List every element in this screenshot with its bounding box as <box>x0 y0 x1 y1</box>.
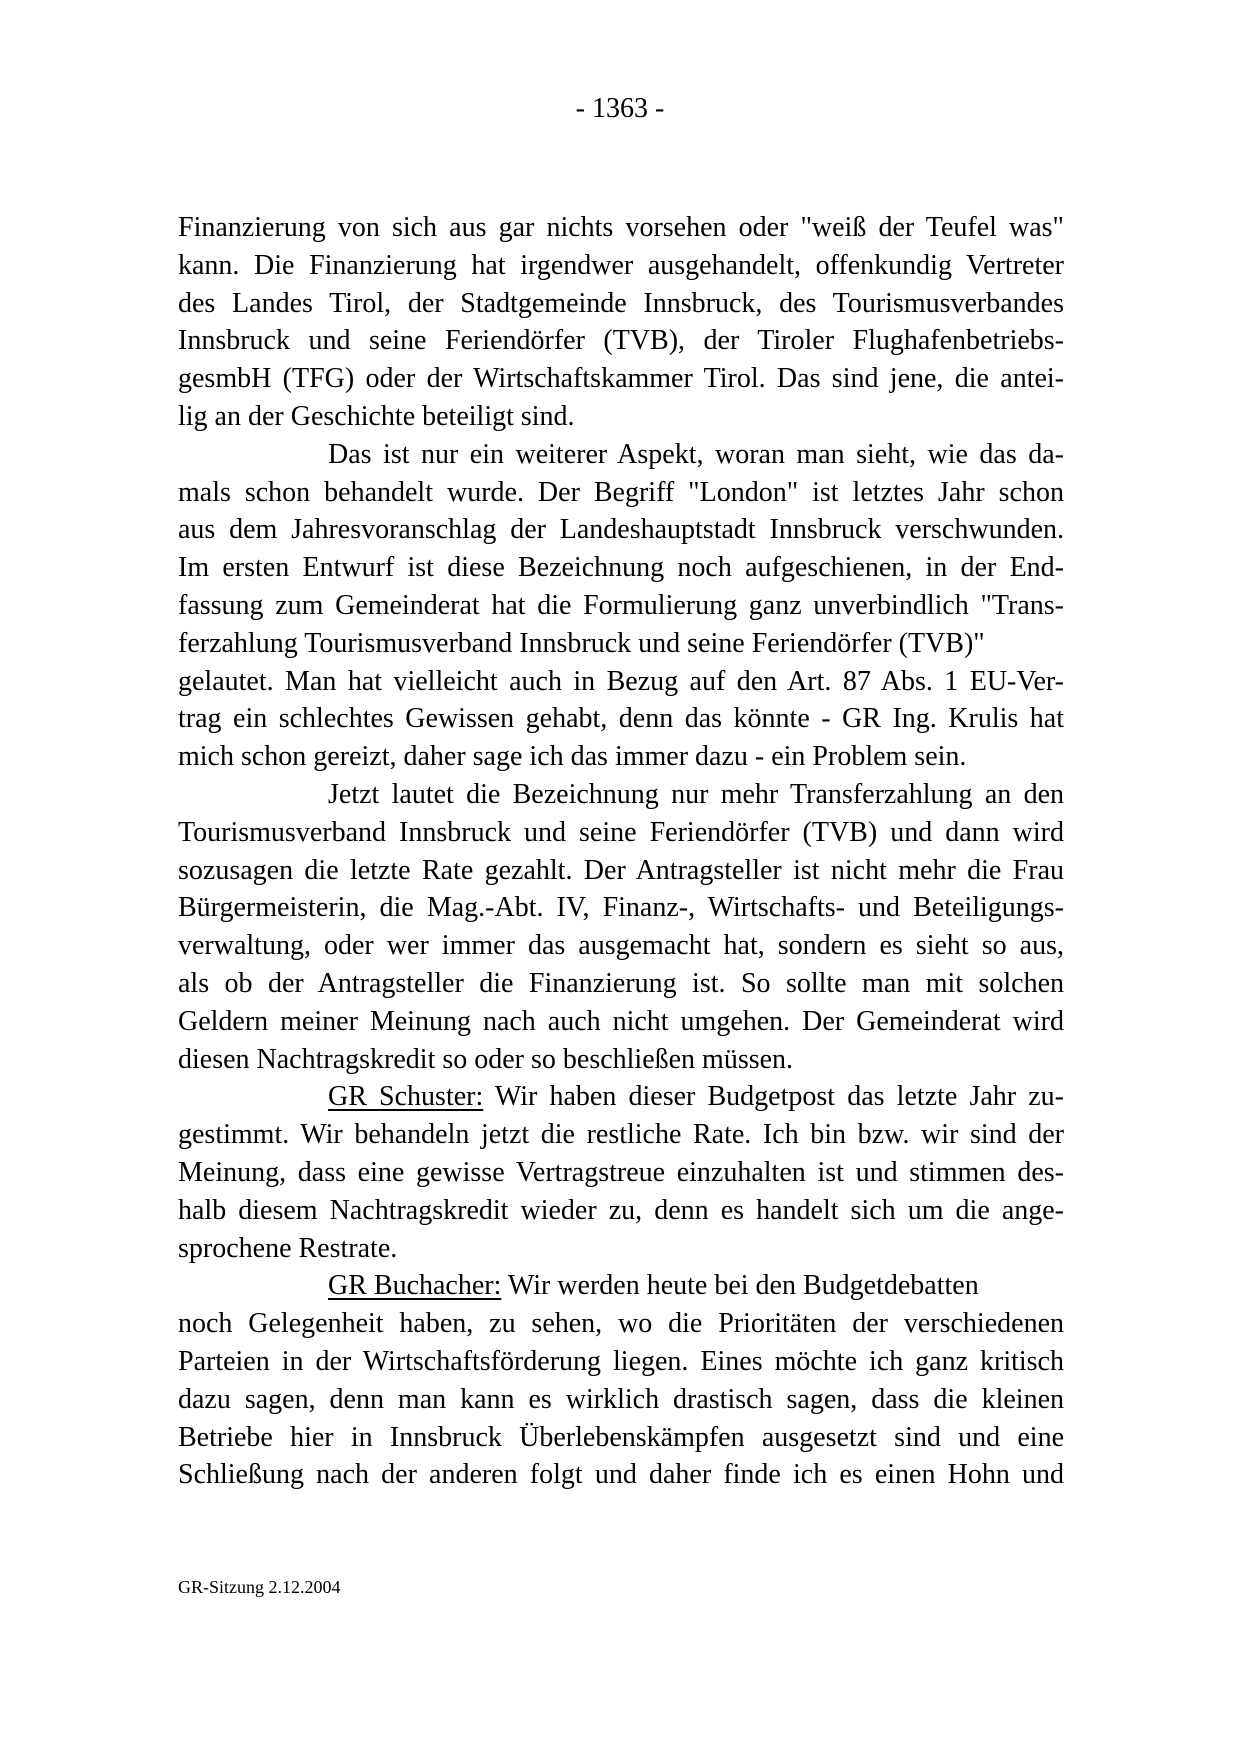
speaker-name: GR Buchacher: <box>328 1270 502 1302</box>
text-line: mals schon behandelt wurde. Der Begriff "London" ist letztes Jahr schon <box>178 476 1064 508</box>
speech-text: Wir haben dieser Budgetpost das letzte Jahr zu- <box>494 1081 1065 1113</box>
text-line <box>178 1078 1064 1116</box>
text-line: ferzahlung Tourismusverband Innsbruck und seine Feriendörfer (TVB)" <box>178 627 985 659</box>
text-line: Tourismusverband Innsbruck und seine Feriendörfer (TVB) und dann wird <box>178 816 1064 848</box>
text-line: als ob der Antragsteller die Finanzierung ist. So sollte man mit solchen <box>178 967 1064 999</box>
text-line: noch Gelegenheit haben, zu sehen, wo die Prioritäten der verschiedenen <box>178 1308 1064 1340</box>
text-line: trag ein schlechtes Gewissen gehabt, denn das könnte - GR Ing. Krulis hat <box>178 703 1064 735</box>
text-line: diesen Nachtragskredit so oder so beschließen müssen. <box>178 1043 794 1075</box>
text-line: mich schon gereizt, daher sage ich das immer dazu - ein Problem sein. <box>178 741 967 773</box>
text-line: Meinung, dass eine gewisse Vertragstreue einzuhalten ist und stimmen des- <box>178 1156 1064 1188</box>
text-line: Im ersten Entwurf ist diese Bezeichnung noch aufgeschienen, in der End- <box>178 552 1064 584</box>
text-line: Betriebe hier in Innsbruck Überlebenskämpfen ausgesetzt sind und eine <box>178 1421 1064 1453</box>
text-line: aus dem Jahresvoranschlag der Landeshauptstadt Innsbruck verschwunden. <box>178 514 1064 546</box>
text-line: gelautet. Man hat vielleicht auch in Bezug auf den Art. 87 Abs. 1 EU-Ver- <box>178 665 1064 697</box>
text-line: lig an der Geschichte beteiligt sind. <box>178 400 575 432</box>
text-line: Jetzt lautet die Bezeichnung nur mehr Transferzahlung an den <box>328 778 1064 810</box>
text-line: Parteien in der Wirtschaftsförderung liegen. Eines möchte ich ganz kritisch <box>178 1345 1064 1377</box>
text-line: sprochene Restrate. <box>178 1232 398 1264</box>
text-line: fassung zum Gemeinderat hat die Formulierung ganz unverbindlich "Trans- <box>178 589 1064 621</box>
text-line: verwaltung, oder wer immer das ausgemacht hat, sondern es sieht so aus, <box>178 930 1064 962</box>
speech-text: Wir werden heute bei den Budgetdebatten <box>507 1270 979 1302</box>
text-line <box>178 1267 1064 1305</box>
text-line: halb diesem Nachtragskredit wieder zu, denn es handelt sich um die ange- <box>178 1194 1064 1226</box>
text-line: gestimmt. Wir behandeln jetzt die restliche Rate. Ich bin bzw. wir sind der <box>178 1119 1064 1151</box>
page-number: - 1363 - <box>575 93 665 124</box>
text-line: gesmbH (TFG) oder der Wirtschaftskammer Tirol. Das sind jene, die antei- <box>178 363 1064 395</box>
text-line: Innsbruck und seine Feriendörfer (TVB), der Tiroler Flughafenbetriebs- <box>178 325 1064 357</box>
text-line: sozusagen die letzte Rate gezahlt. Der Antragsteller ist nicht mehr die Frau <box>178 854 1064 886</box>
text-line: des Landes Tirol, der Stadtgemeinde Innsbruck, des Tourismusverbandes <box>178 287 1064 319</box>
footer-session-date: GR-Sitzung 2.12.2004 <box>178 1577 341 1597</box>
text-line: Bürgermeisterin, die Mag.-Abt. IV, Finanz-, Wirtschafts- und Beteiligungs- <box>178 892 1064 924</box>
text-line: Schließung nach der anderen folgt und daher finde ich es einen Hohn und <box>178 1459 1064 1491</box>
text-line: Das ist nur ein weiterer Aspekt, woran man sieht, wie das da- <box>328 438 1064 470</box>
speaker-name: GR Schuster: <box>328 1081 484 1113</box>
text-line: dazu sagen, denn man kann es wirklich drastisch sagen, dass die kleinen <box>178 1383 1064 1415</box>
text-line: Finanzierung von sich aus gar nichts vorsehen oder "weiß der Teufel was" <box>178 212 1064 243</box>
text-line: Geldern meiner Meinung nach auch nicht umgehen. Der Gemeinderat wird <box>178 1005 1064 1037</box>
text-line: kann. Die Finanzierung hat irgendwer ausgehandelt, offenkundig Vertreter <box>178 249 1064 281</box>
body-text <box>178 209 1064 1494</box>
